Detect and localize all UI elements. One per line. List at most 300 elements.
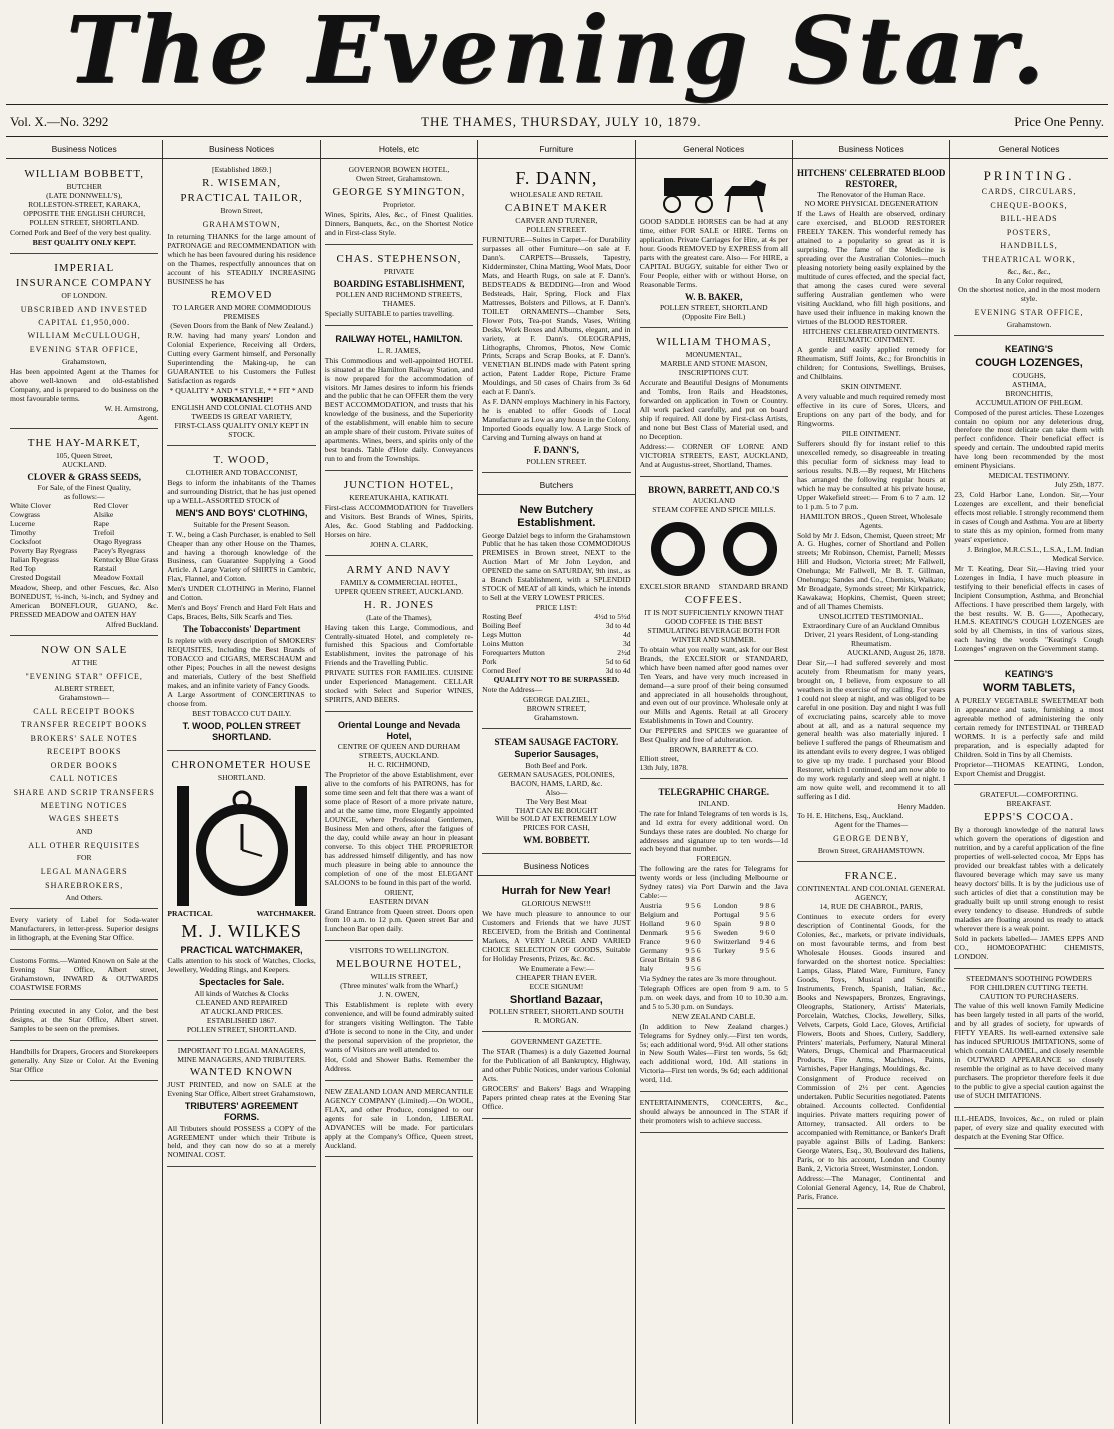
ad-body: Address:—The Manager, Continental and Colonial General Agency, 14, Rue de Chabrol, Paris, France. bbox=[796, 1173, 946, 1201]
ad-body: Our PEPPERS and SPICES we guarantee of Best Quality and free of adulteration. bbox=[639, 726, 788, 745]
ad-title: IMPERIAL bbox=[54, 261, 115, 274]
ad-address: POLLEN STREET, SHORTLAND SOUTH bbox=[488, 1007, 624, 1017]
ad-title: NOW ON SALE bbox=[41, 643, 128, 656]
ad-address: CENTRE OF QUEEN AND DURHAM STREETS, AUCKLAND. bbox=[337, 742, 461, 761]
masthead-title: The Evening Star. bbox=[66, 0, 1048, 104]
ad-line: (Seven Doors from the Bank of New Zealand.) bbox=[170, 320, 313, 330]
ad-epps-cocoa bbox=[954, 788, 1103, 968]
ad-title: T. WOOD, bbox=[213, 454, 270, 467]
ad-bobbett bbox=[10, 163, 158, 254]
ad-line: We Enumerate a Few:— bbox=[519, 963, 594, 973]
ad-body: JUST PRINTED, and now on SALE at the Evening Star Office, Albert street Grahamstown, bbox=[167, 1080, 316, 1099]
ad-line: UBSCRIBED AND INVESTED bbox=[20, 304, 148, 314]
carriage-illustration bbox=[640, 170, 788, 214]
book-item: ORDER BOOKS bbox=[50, 760, 118, 770]
seed-item: Poverty Bay Ryegrass bbox=[10, 546, 78, 556]
ad-title: Shortland Bazaar, bbox=[509, 993, 603, 1006]
ad-body: This Commodious and well-appointed HOTEL is situated at the Hamilton Railway Station, and is now prepared for the accommodation of visitors. Mr James desires to inform his friends and the public that he can OFFER them the very BEST ACCOMMODATION, and trusts that his knowledge of the business, and the Superiority of the establishment, will enable him to secure an ample share of their custom. Private suites of apartments. Wines, beers, and spirits only of the best brands. Table d'Hote daily. Conveyances run to and from the Townships. bbox=[324, 355, 474, 464]
ad-thomas bbox=[640, 331, 788, 476]
ad-subtitle: FAMILY & COMMERCIAL HOTEL, bbox=[340, 577, 458, 587]
ad-steedman bbox=[954, 972, 1103, 1108]
seed-item: Rape bbox=[93, 519, 110, 529]
ad-line: FOREIGN. bbox=[696, 854, 732, 864]
ad-body: Men's and Boys' French and Hard Felt Hats and Caps, Braces, Belts, Silk Scarfs and Ties. bbox=[167, 603, 316, 622]
ad-line: POLLEN AND RICHMOND STREETS, bbox=[335, 290, 463, 300]
ad-line: ENGLISH AND COLONIAL CLOTHS AND TWEEDS IS GREAT VARIETY, bbox=[171, 403, 312, 422]
rate-cell: 9 5 6 bbox=[759, 910, 775, 920]
rate-cell: 9 8 6 bbox=[759, 901, 775, 911]
ad-line: Grahamstown. bbox=[534, 712, 579, 722]
ad-baker bbox=[640, 163, 788, 328]
ad-line: THEATRICAL WORK, bbox=[982, 254, 1076, 264]
ad-line: * QUALITY * AND * STYLE, * * FIT * AND bbox=[169, 385, 314, 395]
ad-line: PRICES FOR CASH, bbox=[523, 823, 590, 833]
ad-line: R. MORGAN. bbox=[534, 1016, 579, 1026]
ad-line: GERMAN SAUSAGES, POLONIES, bbox=[498, 769, 615, 779]
ad-line: (Late of the Thames), bbox=[366, 612, 432, 622]
book-item: RECEIPT BOOKS bbox=[46, 747, 122, 757]
ad-title: PRACTICAL TAILOR, bbox=[180, 191, 303, 204]
ad-body: A Large Assortment of CONCERTINAS to choose from. bbox=[167, 690, 316, 709]
ad-body: Wines, Spirits, Ales, &c., of Finest Qualities. Dinners, Banquets, &c., on the Shortest Notice and in First-class Style. bbox=[324, 209, 474, 237]
column-heading: Business Notices bbox=[478, 857, 634, 876]
ad-line: EVENING STAR OFFICE, bbox=[974, 307, 1084, 317]
ad-title: JUNCTION HOTEL, bbox=[343, 479, 455, 492]
ad-address: 14, RUE DE CHABROL, PARIS, bbox=[819, 902, 923, 912]
ad-body: R.W. having had many years' London and Colonial Experience, Receiving all Orders, Cutting every Garment himself, and Personally Superintending the Making-up, he can GUARANTEE to his Customers the Fullest Satisfaction as regards bbox=[167, 330, 316, 385]
ad-line: PRICE LIST: bbox=[535, 603, 577, 613]
rate-table bbox=[640, 902, 788, 974]
ad-dalziel bbox=[482, 499, 630, 729]
book-item: CALL RECEIPT BOOKS bbox=[33, 706, 136, 716]
rate-cell: 9 6 0 bbox=[685, 919, 701, 929]
ad-title: New Butchery Establishment. bbox=[517, 503, 596, 529]
seed-item: Alsike bbox=[93, 510, 114, 520]
ad-line: Proprietor. bbox=[382, 199, 416, 209]
ad-dann bbox=[482, 163, 630, 473]
ad-line: &c., &c., &c., bbox=[1007, 266, 1051, 276]
ad-body: Continues to execute orders for every description of Continental Goods, for the Colonies, &c., markets, or private individuals, on most favourable terms, and from best Wholesale Houses. Goods insured and forwarded on the shortest notice. Specialties: Lamps, Glass, Plated Ware, Furniture, Fancy Goods, Toys, Musical and Scientific Instruments, French, Spanish, Italian, &c., Books and Newspapers, Bronzes, Engravings, Oleographs, Stationery, Artists' Materials, Porcelain, Watches, Clocks, Jewellery, Silks, Velvets, Carpets, Gold Lace, Gloves, Artificial Flowers, Boots and Shoes, Cutlery, Saddlery, Printers' materials, Perfumery, Natural Mineral Waters, Drugs, Chemical and Pharmaceutical Products, Fire Arms, Machines, Paints, Varnishes, Paper Hangings, Mouldings, &c. bbox=[796, 912, 946, 1074]
ad-body: All Tributers should POSSESS a COPY of the AGREEMENT under which their Tribute is held, and they can now do so at a merely NOMINAL COST. bbox=[167, 1123, 316, 1160]
ad-line: PILE OINTMENT. bbox=[841, 429, 901, 439]
ad-body: Specially SUITABLE to parties travelling. bbox=[324, 309, 454, 319]
rate-cell: 9 8 6 bbox=[685, 954, 701, 964]
rate-cell: 9 5 6 bbox=[685, 928, 701, 938]
ad-line: POLLEN STREET, SHORTLAND. bbox=[186, 1024, 297, 1034]
ad-body: Having taken this Large, Commodious, and Centrally-situated Hotel, and completely re-furnished this Spacious and Comfortable Establishment, invites the patronage of his Friends and the Travelling Public. bbox=[324, 622, 474, 668]
ad-line: EASTERN DIVAN bbox=[369, 896, 429, 906]
ad-oriental bbox=[325, 715, 473, 941]
price: Price One Penny. bbox=[1014, 114, 1104, 129]
price-cell: 3d to 4d bbox=[605, 665, 631, 675]
ad-body: Mr T. Keating, Dear Sir,—Having tried your Lozenges in India, I have much pleasure in testifying to their beneficial effects in cases of Incipient Consumption, Asthma, and Bronchial Affections. I have prescribed them largely, with the best results. W. B. G——, Apothecary, H.M.S. KEATING'S COUGH LOZENGES are sold by all Chemists, in tins of various sizes, each having the words "Keating's Cough Lozenges" engraven on the Government stamp. bbox=[954, 563, 1104, 654]
ad-title: MEN'S AND BOYS' CLOTHING, bbox=[175, 508, 308, 519]
rate-cell: Holland bbox=[639, 919, 665, 929]
rate-cell: Spain bbox=[713, 919, 732, 929]
column-heading: Hotels, etc bbox=[321, 140, 477, 159]
ad-keating-lozenges bbox=[954, 339, 1103, 661]
seed-item: Meadow Foxtail bbox=[93, 572, 144, 582]
ad-line: STEAM COFFEE AND SPICE MILLS. bbox=[652, 505, 776, 515]
seed-item: White Clover bbox=[10, 501, 52, 511]
watch-labels bbox=[167, 910, 315, 919]
ad-body: The following are the rates for Telegrams for twenty words or less (including Melbourne or Sydney rates) via Port Darwin and the Java Cable:— bbox=[639, 864, 788, 901]
ad-labels bbox=[10, 912, 158, 950]
price-cell: Legs Mutton bbox=[482, 630, 522, 639]
ad-line: ALBERT STREET, bbox=[54, 684, 115, 694]
brand-seal-icon bbox=[644, 519, 784, 579]
book-item: WAGES SHEETS bbox=[48, 814, 120, 824]
ad-body: Customs Forms.—Wanted Known on Sale at the Evening Star Office, Albert street, Grahamstown, INWARD & OUTWARDS COASTWISE FORMS bbox=[10, 955, 159, 992]
price-cell: 5d to 6d bbox=[605, 656, 631, 666]
ad-line: Elliott street, bbox=[639, 754, 679, 764]
ad-line: BRONCHITIS, bbox=[1005, 388, 1053, 398]
rate-cell: 9 8 0 bbox=[759, 919, 775, 929]
rate-cell: Belgium and bbox=[639, 910, 679, 920]
ad-melbourne-hotel bbox=[325, 944, 473, 1080]
seed-item: Red Top bbox=[10, 564, 36, 574]
ad-body: Via Sydney the rates are 3s more throughout. bbox=[639, 973, 777, 983]
brand-names bbox=[640, 583, 788, 592]
seed-item: Crested Dogstail bbox=[10, 572, 61, 582]
ad-title: ARMY AND NAVY bbox=[346, 563, 452, 576]
ad-line: GOVERNMENT GAZETTE. bbox=[510, 1037, 602, 1047]
ad-line: NEW ZEALAND CABLE. bbox=[671, 1011, 756, 1021]
ad-line: IT IS NOT SUFFICIENTLY KNOWN THAT GOOD COFFEE IS THE BEST STIMULATING BEVERAGE BOTH FOR WINTER AND SUMMER. bbox=[644, 607, 784, 644]
ad-line: ESTABLISHED 1867. bbox=[206, 1015, 277, 1025]
ad-printing-office bbox=[954, 163, 1103, 336]
ad-body: Printing executed in any Color, and the best designs, at the Star Office, Albert street. Samples to be seen on the premises. bbox=[10, 1005, 159, 1033]
rate-cell: Portugal bbox=[713, 910, 740, 920]
rate-cell bbox=[760, 965, 788, 974]
rate-cell: 9 5 6 bbox=[759, 945, 775, 955]
ad-body: Proprietor—THOMAS KEATING, London, Export Chemist and Druggist. bbox=[954, 759, 1104, 778]
column-heading: Business Notices bbox=[6, 140, 162, 159]
ad-railway-hotel bbox=[325, 329, 473, 471]
ad-line: SHAREBROKERS, bbox=[45, 880, 124, 890]
ad-line: CAUTION TO PURCHASERS. bbox=[979, 991, 1079, 1001]
ad-title: COFFEES. bbox=[684, 593, 743, 606]
ad-address: Owen Street, Grahamstown. bbox=[355, 173, 442, 183]
column-heading: General Notices bbox=[950, 140, 1107, 159]
ad-continental bbox=[797, 865, 945, 1208]
ad-line: In any Color required, bbox=[995, 275, 1063, 285]
dateline-rule bbox=[6, 136, 1108, 137]
column-6 bbox=[793, 140, 950, 1424]
price-cell: Loins Mutton bbox=[482, 638, 524, 648]
ad-title: H. R. JONES bbox=[363, 598, 435, 611]
ad-title: R. WISEMAN, bbox=[202, 176, 282, 189]
ad-title: RAILWAY HOTEL, HAMILTON. bbox=[335, 334, 463, 345]
ad-line: SKIN OINTMENT. bbox=[840, 382, 902, 392]
ad-signature: Alfred Buckland. bbox=[105, 619, 159, 629]
ad-body: Has been appointed Agent at the Thames for above well-known and old-established Company, and is prepared to do business on the most favourable terms. bbox=[10, 367, 159, 404]
ad-imperial bbox=[10, 257, 158, 429]
ad-line: JOHN A. CLARK, bbox=[370, 539, 428, 549]
rate-row bbox=[640, 956, 788, 965]
ad-title: Hurrah for New Year! bbox=[501, 885, 611, 897]
column-heading: Business Notices bbox=[163, 140, 319, 159]
ad-address: POLLEN STREET, SHORTLAND bbox=[659, 303, 768, 313]
ad-body: This Establishment is replete with every convenience, and will be found admirably suited for strangers visiting Wellington. The Table d'Hote is second to none in the City, and under the personal supervision of the proprietor, the wants of Visitors are well attended to. bbox=[324, 1000, 474, 1054]
ad-body: Consignment of Produce received on Commission of 2½ per cent. Agencies undertaken. Public Securities negotiated. Patents obtained. Accounts collected. Confidential inquiries. Private matters requiring power of Attorney, transacted. All orders to be accompanied with Remittance, or Banker's Draft payable against Bills of Lading. Bankers: George Waters, Esq., 30, Boulevard des Italiens, Paris, or to his account, London and County Bank, 2, Victoria Street, Westminster, London. bbox=[796, 1074, 946, 1173]
ad-address: GRAHAMSTOWN, bbox=[202, 219, 281, 229]
ad-title: EPPS'S COCOA. bbox=[983, 811, 1075, 824]
ad-line: ACCUMULATION OF PHLEGM. bbox=[975, 397, 1083, 407]
ad-body: In returning THANKS for the large amount of PATRONAGE and RECOMMENDATION with which he has been favoured during his residence on the Thames, respectfully announces that on account of his STEADILY INCREASING BUSINESS he has bbox=[167, 232, 316, 287]
ad-line: STEEDMAN'S SOOTHING POWDERS bbox=[966, 973, 1092, 983]
ad-title: HITCHENS' CELEBRATED BLOOD RESTORER, bbox=[796, 168, 946, 189]
volume-number: Vol. X.—No. 3292 bbox=[10, 114, 109, 129]
ad-governor-bowen bbox=[325, 163, 473, 245]
ad-title: REMOVED bbox=[210, 289, 273, 302]
seed-list bbox=[10, 502, 158, 583]
ad-title: M. J. WILKES bbox=[181, 921, 302, 942]
ad-wiseman bbox=[167, 163, 315, 446]
ad-barrett bbox=[640, 480, 788, 780]
ad-body: GROCERS' and Bakers' Bags and Wrapping Papers printed cheap rates at the Evening Star Office. bbox=[482, 1084, 631, 1112]
ad-title: WILLIAM THOMAS, bbox=[655, 336, 772, 349]
ad-address: Brown Street, bbox=[220, 205, 263, 215]
ad-title: TRIBUTERS' AGREEMENT FORMS. bbox=[184, 1101, 299, 1122]
ad-title: BOARDING ESTABLISHMENT, bbox=[333, 278, 465, 289]
ad-body: T. W., being a Cash Purchaser, is enabled to Sell Cheaper than any other House on the Thames, and having a thorough knowledge of the Business, can Guarantee Supplying a Good Article. A Large Variety of SHIRTS in Cambric, Flax, Flannel, and Cotton. bbox=[167, 529, 316, 584]
rate-cell bbox=[714, 956, 760, 965]
ad-title: MELBOURNE HOTEL, bbox=[335, 958, 462, 971]
ad-title: TELEGRAPHIC CHARGE. bbox=[658, 787, 770, 798]
ad-stephenson bbox=[325, 248, 473, 326]
ad-address: POLLEN STREET, SHORTLAND. bbox=[29, 217, 139, 227]
seed-list-right bbox=[93, 502, 158, 583]
ad-title: KEATING'S bbox=[1005, 344, 1054, 355]
ad-line: BREAKFAST. bbox=[1006, 799, 1052, 809]
ad-title: Oriental Lounge and Nevada Hotel, bbox=[337, 720, 460, 741]
ad-title: F. DANN'S, bbox=[533, 445, 579, 455]
ad-line: CARVER AND TURNER, bbox=[515, 216, 598, 226]
ad-hitchens bbox=[797, 163, 945, 862]
ad-line: CONTINENTAL AND COLONIAL GENERAL AGENCY, bbox=[796, 884, 946, 903]
ad-line: ASTHMA, bbox=[1012, 379, 1047, 389]
ad-body: A very valuable and much required remedy most effective in its cure of Sores, Ulcers, and Eruptions on any part of the body, and for Ringworms. bbox=[796, 392, 946, 429]
ad-line: POSTERS, bbox=[1006, 227, 1052, 237]
ad-line: GLORIOUS NEWS!!! bbox=[521, 898, 592, 908]
rate-cell: Denmark bbox=[639, 928, 668, 938]
seed-item: Red Clover bbox=[93, 501, 129, 511]
ad-handbills bbox=[10, 1044, 158, 1082]
ad-line: CAPITAL £1,950,000. bbox=[38, 317, 131, 327]
ad-body: Dear Sir,—I had suffered severely and most acutely from Rheumatism for many years, brought on, I believe, from exposure to all weathers in the exercise of my calling. For years I could not sleep at night, and was obliged to be careful in one position. Day and night I was full of excruciating pains, scarcely able to move about at all, and as a natural sequence my general health was also materially injured. I believe I suffered the pangs of Rheumatism and its attendant evils to every degree, I was obliged to give up my trade. I purchased your Blood Restorer, which I continued, and am now able to do my work regularly and sleep well at night. I am now quite well, and recommend it to all suffering as I did. bbox=[796, 657, 946, 802]
ad-line: WORKMANSHIP! bbox=[209, 394, 274, 404]
ad-shortland-bazaar bbox=[482, 880, 630, 1032]
ad-body: NEW ZEALAND LOAN AND MERCANTILE AGENCY COMPANY (Limited).—On WOOL, FLAX, and other Produce, consigned to our agents for sale in London, LIBERAL ADVANCES will be made. For particulars apply at the Company's Office, Queen street, Auckland. bbox=[324, 1086, 474, 1150]
ad-line: IMPORTANT TO LEGAL MANAGERS, MINE MANAGERS, AND TRIBUTERS. bbox=[177, 1045, 306, 1064]
standard-label: STANDARD BRAND bbox=[718, 582, 788, 592]
ad-address: POLLEN STREET. bbox=[526, 456, 587, 466]
price-cell: 3d bbox=[622, 638, 631, 648]
ad-body: The Proprietor of the above Establishment, ever alive to the comforts of his PATRONS, has for some time seen and felt that there was a want of some place of Resort of a more private nature, and at the same time, more Elegantly appointed LOUNGE, where Professional Gentlemen, Business Men and others, after the fatigues of the day, could while away an hour in pleasant converse. To this object THE PROPRIETOR has addressed himself diligently, and has now much pleasure in being able to announce the completion of one of the most ELEGANT SALOONS to be found in this part of the world. bbox=[324, 770, 474, 887]
ad-title: CABINET MAKER bbox=[504, 202, 608, 215]
ad-body: Grand Entrance from Queen street. Doors open from 10 a.m. to 12 p.m. Queen street Bar and Luncheon Bar open daily. bbox=[324, 906, 474, 934]
ad-line: To H. E. Hitchens, Esq., Auckland. bbox=[796, 811, 904, 821]
book-item: BROKERS' SALE NOTES bbox=[30, 733, 138, 743]
ad-title: INSURANCE COMPANY bbox=[15, 276, 153, 289]
ad-body: The rate for Inland Telegrams of ten words is 1s, and 1d extra for every additional word. On Sundays these rates are doubled. No charge for addresses and signature up to ten words—1d each beyond that number. bbox=[639, 808, 788, 854]
ad-body: 23, Cold Harbor Lane, London. Sir,—Your Lozenges are excellent, and their beneficial effects most reliable. I strongly recommend them in cases of Cough and Asthma. You are at liberty to state this as my opinion, formed from many years' experience. bbox=[954, 490, 1104, 544]
ad-wilkes bbox=[167, 754, 315, 1041]
ad-body: Note the Address— bbox=[482, 684, 543, 694]
rate-cell: Sweden bbox=[713, 928, 738, 938]
ad-title: CLOVER & GRASS SEEDS, bbox=[27, 471, 141, 482]
ad-line: BACON, HAMS, LARD, &c. bbox=[510, 778, 603, 788]
rate-cell: 9 5 6 bbox=[685, 945, 701, 955]
ad-line: Agent for the Thames— bbox=[834, 820, 909, 829]
price-cell: 4½d to 5½d bbox=[594, 612, 631, 622]
place-date: THE THAMES, THURSDAY, JULY 10, 1879. bbox=[421, 114, 702, 129]
ad-line: Grahamstown— bbox=[59, 693, 110, 703]
ad-line: "EVENING STAR" OFFICE, bbox=[25, 671, 143, 681]
ad-line: AT THE bbox=[71, 657, 98, 667]
ad-line: THAT CAN BE BOUGHT bbox=[515, 805, 598, 815]
ad-line: ECCE SIGNUM! bbox=[529, 981, 584, 991]
seed-list-left bbox=[10, 502, 77, 583]
ad-address: UPPER QUEEN STREET, AUCKLAND. bbox=[334, 586, 464, 596]
ad-subtitle: BUTCHER bbox=[66, 181, 102, 191]
ad-line: UNSOLICITED TESTIMONIAL. bbox=[818, 612, 924, 622]
ad-line: RHEUMATIC OINTMENT. bbox=[827, 335, 915, 345]
carriage-icon bbox=[654, 170, 774, 214]
brand-seals bbox=[640, 519, 788, 579]
ad-signature: Henry Madden. bbox=[897, 802, 946, 812]
ad-line: Grahamstown. bbox=[1006, 320, 1052, 330]
ad-body: Composed of the purest articles. These Lozenges contain no opium nor any deleterious drug, therefore the most delicate can take them with perfect confidence. Their beneficial effect is speedy and certain. The undoubted rapid merits have long been recommended by the most eminent Physicians. bbox=[954, 407, 1104, 471]
column-5 bbox=[636, 140, 793, 1424]
price-cell: 3d to 4d bbox=[605, 621, 631, 631]
ad-line: The Renovator of the Human Race. bbox=[817, 190, 926, 200]
books-list bbox=[10, 707, 158, 824]
ad-line: NO MORE PHYSICAL DEGENERATION bbox=[804, 199, 938, 209]
ad-line: LEGAL MANAGERS bbox=[40, 867, 128, 877]
ad-line: MARBLE AND STONE MASON, bbox=[660, 359, 768, 369]
ad-title: Superior Sausages, bbox=[514, 749, 599, 760]
ad-line: AT AUCKLAND PRICES. bbox=[200, 1006, 283, 1016]
seed-item: Italian Ryegrass bbox=[10, 555, 59, 565]
seed-item: Pacey's Ryegrass bbox=[93, 546, 146, 556]
ad-line: BROWN STREET, bbox=[526, 703, 587, 713]
ad-address: POLLEN STREET. bbox=[526, 225, 587, 235]
ad-line: GEORGE DALZIEL, bbox=[523, 694, 590, 704]
ad-gazette bbox=[482, 1035, 630, 1119]
seed-item: Otago Ryegrass bbox=[93, 537, 142, 547]
ad-line: Grahamstown, bbox=[61, 357, 107, 367]
ad-line: MONUMENTAL, bbox=[685, 350, 742, 360]
ad-address: WILLIS STREET, bbox=[370, 972, 428, 982]
ad-title: KEATING'S bbox=[1005, 669, 1054, 680]
rate-cell: London bbox=[713, 901, 738, 911]
ad-title: GEORGE SYMINGTON, bbox=[332, 185, 466, 198]
ad-telegraphic bbox=[640, 782, 788, 1092]
ad-address: 105, Queen Street, bbox=[55, 450, 113, 460]
ad-title: WORM TABLETS, bbox=[983, 681, 1076, 694]
ad-line: MEDICAL TESTIMONY. bbox=[988, 471, 1070, 481]
ad-title: The Tobacconists' Department bbox=[182, 624, 301, 635]
book-item: TRANSFER RECEIPT BOOKS bbox=[21, 720, 148, 730]
ad-line: CHEAPER THAN EVER. bbox=[515, 972, 597, 982]
ad-body: Telegraph Offices are open from 9 a.m. to 5 p.m. on week days, and from 10 to 10.30 a.m. and 5 to 5.30 p.m. on Sundays. bbox=[639, 983, 788, 1011]
ad-customs bbox=[10, 953, 158, 1000]
column-heading: General Notices bbox=[636, 140, 792, 159]
book-item: CALL NOTICES bbox=[50, 774, 119, 784]
rate-cell: Great Britain bbox=[639, 954, 680, 964]
ad-title: THE HAY-MARKET, bbox=[27, 436, 141, 449]
columns bbox=[6, 140, 1108, 1424]
ad-line: GRATEFUL—COMFORTING. bbox=[980, 790, 1079, 800]
ad-body: To obtain what you really want, ask for our Best Brands, the EXCELSIOR or STANDARD, which have been named after good names over Ten Years, and have very much increased in demand—a sure proof of their being consumed and appreciated in all households throughout, and even out of our province. Wholesale only at our Mills and Agents. Retail at all Grocery Establishments in Town and Country. bbox=[639, 644, 788, 726]
ad-body: FURNITURE—Suites in Carpet—for Durability surpasses all other Furniture—on sale at F. Dann's. CARPETS—Brussels, Tapestry, Kidderminster, China Matting, Wool Mats, Door Mats, and Hearth Rugs, on sale at F. Dann's. BEDSTEADS & BEDDING—Iron and Wood Bedsteads, Hair, Spring, Flock and Flax Mattresses, Bolsters and Pillows, at F. Dann's. TOILET ORNAMENTS—Chamber Sets, Flower Pots, Tea-pot Stands, Vases, Writing Desks, Work Boxes and Albums, elegant, and in variety, at F. Dann's. OLEOGRAPHS, Lithographs, Chromos, Photos, New Comic Prints, Scraps and Scrap Books, at F. Dann's. VENETIAN BLINDS made with Patent spring action, Patent Ladder Rope, Picture Frame Mouldings, and 50 cases of Chairs from 3s 6d each at F. Dann's. bbox=[482, 235, 631, 397]
ad-line: On the shortest notice, and in the most modern style. bbox=[958, 284, 1100, 303]
ad-body: Sufferers should fly for instant relief to this unexcelled remedy, so disagreeable in treating this peculiar form of sickness may lead to serious results. N.B.—By request, Mr Hitchens has arranged the following regular hours at which he may be consulted at his private house, Upper Wakefield street:— From 6 to 7 a.m. 12 to 1 p.m. 5 to 7 p.m. bbox=[796, 438, 946, 511]
ad-line: J. N. OWEN, bbox=[378, 990, 420, 1000]
column-3 bbox=[321, 140, 478, 1424]
ad-body: Hot, Cold and Shower Baths. Remember the Address. bbox=[324, 1054, 474, 1073]
ad-body: ENTERTAINMENTS, CONCERTS, &c., should always be announced in The STAR if their promoters wish to achieve success. bbox=[639, 1098, 788, 1126]
ad-line: HAMILTON BROS., Queen Street, Wholesale Agents. bbox=[800, 511, 943, 530]
ad-subtitle: (LATE DONNWELL'S), bbox=[46, 190, 123, 200]
ad-title: COUGH LOZENGES, bbox=[975, 356, 1083, 369]
ad-junction-hotel bbox=[325, 474, 473, 556]
ad-body: Is replete with every description of SMOKERS' REQUISITES, Including the Best Brands of TOBACCO and CIGARS, MERSCHAUM and other Pipes; Pouches in all the newest designs and materials, Cutlery of the best Sheffield makes, and an infinite variety of Fancy Goods. bbox=[167, 635, 316, 690]
ad-title: FRANCE. bbox=[844, 870, 898, 883]
ad-title: STEAM SAUSAGE FACTORY. bbox=[494, 736, 619, 747]
ad-line: [Established 1869.] bbox=[212, 165, 272, 175]
ad-line: The Very Best Meat bbox=[525, 796, 587, 806]
ad-line: GEORGE DENBY, bbox=[833, 833, 910, 843]
ad-body: Accurate and Beautiful Designs of Monuments and Tombs, Iron Rails and Headstones, forwarded on application in Town or Country. All work packed carefully, and put on board ship if required. All done by First-class Artists, and none but Best Class of Material used, and no Deception. bbox=[639, 377, 788, 441]
ad-line: HANDBILLS, bbox=[1000, 241, 1058, 251]
ad-title: PRACTICAL WATCHMAKER, bbox=[180, 944, 303, 955]
price-cell: 4d bbox=[622, 630, 631, 639]
column-2 bbox=[163, 140, 320, 1424]
ad-line: PRIVATE bbox=[383, 266, 415, 276]
rate-cell: France bbox=[639, 937, 661, 947]
column-7 bbox=[950, 140, 1107, 1424]
ad-body: Men's UNDER CLOTHING in Merino, Flannel and Cotton. bbox=[167, 584, 316, 603]
ad-line: ORIENT, bbox=[384, 887, 414, 897]
ad-signature: W. H. Armstrong, bbox=[104, 404, 159, 414]
ad-line: BILL-HEADS bbox=[1000, 214, 1058, 224]
ad-line: CHEQUE-BOOKS, bbox=[990, 200, 1068, 210]
ad-body: As F. DANN employs Machinery in his Factory, he is enabled to offer Goods of Local Manufacture as Low as any house in the Colony. Imported Goods equally low. A Large Stock of Carving and Turning always on hand at bbox=[482, 397, 631, 443]
rate-cell: 9 6 0 bbox=[759, 928, 775, 938]
seed-item: Cocksfoot bbox=[10, 537, 42, 547]
column-heading: Butchers bbox=[478, 476, 634, 495]
ad-line: EVENING STAR OFFICE, bbox=[29, 344, 139, 354]
ad-line: L. R. JAMES, bbox=[377, 345, 421, 355]
ad-body: The value of this well known Family Medicine has been largely tested in all parts of the world, and by all grades of society, for upwards of FIFTY YEARS. Its well-earned extensive sale has induced SPURIOUS IMITATIONS, some of which contain CALOMEL, and closely resemble in OUTWARD APPEARANCE so closely resemble the original as to have deceived many purchasers. The proprietor therefore feels it due to the public to give a special caution against the use of SUCH IMITATIONS. bbox=[954, 1001, 1104, 1101]
ad-signature: Agent. bbox=[137, 413, 159, 423]
rate-cell: 9 4 6 bbox=[759, 937, 775, 947]
ad-body: GOOD SADDLE HORSES can be had at any time, either FOR SALE or HIRE. Terms on application. Private Carriages for Hire, at 4s per hour. Goods REMOVED by EXPRESS from all parts with the greatest care. Also— For HIRE, a CAPITAL BUGGY, suitable for either Two or Four People, either with or without Horse, on Reasonable Terms. bbox=[639, 217, 788, 289]
ad-line: (Three minutes' walk from the Wharf,) bbox=[340, 981, 458, 991]
ad-address: Brown Street, GRAHAMSTOWN. bbox=[817, 846, 925, 856]
ad-body: Begs to inform the inhabitants of the Thames and surrounding District, that he has just opened up a WELL-ASSORTED STOCK of bbox=[167, 478, 316, 506]
ad-wood bbox=[167, 449, 315, 750]
seed-item: Trefoil bbox=[93, 528, 115, 538]
ad-title: GOVERNOR BOWEN HOTEL, bbox=[348, 165, 450, 175]
ad-line: WHOLESALE AND RETAIL bbox=[510, 190, 603, 200]
ad-body: Calls attention to his stock of Watches, Clocks, Jewellery, Wedding Rings, and Keepers. bbox=[167, 956, 316, 975]
price-cell: Boiling Beef bbox=[482, 621, 522, 631]
rate-cell: Austria bbox=[639, 901, 662, 911]
